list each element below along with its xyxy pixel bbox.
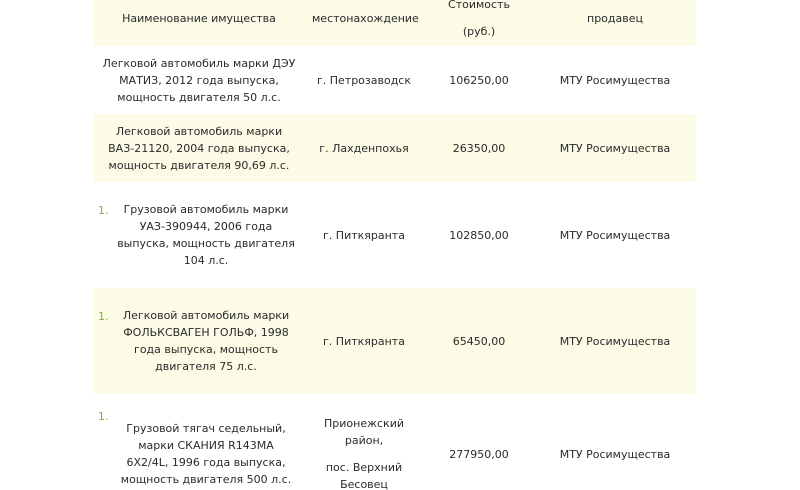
cell-seller: МТУ Росимущества — [559, 73, 671, 87]
item-number: 1. — [98, 204, 109, 217]
cell-name — [94, 288, 304, 394]
cell-seller: МТУ Росимущества — [534, 114, 696, 182]
location-line1: Прионежский район, — [324, 417, 404, 447]
header-price — [424, 0, 534, 46]
header-price-line1: Стоимость — [448, 0, 510, 11]
item-name: Легковой автомобиль марки ФОЛЬКСВАГЕН ГОЛЬФ, 1998 года выпуска, мощность двигателя 75 л.с. — [122, 309, 290, 373]
header-seller: продавец — [534, 0, 696, 46]
cell-location: г. Питкяранта — [304, 288, 424, 394]
cell-price: 65450,00 — [424, 288, 534, 394]
cell-seller: МТУ Росимущества — [559, 447, 671, 461]
cell-seller: МТУ Росимущества — [534, 288, 696, 394]
header-name: Наименование имущества — [94, 0, 304, 46]
cell-name — [94, 114, 304, 182]
header-price-line2: (руб.) — [462, 25, 496, 38]
cell-name — [94, 46, 304, 114]
table-row — [94, 288, 696, 394]
item-name: Грузовой тягач седельный, марки СКАНИЯ R143MA 6X2/4L, 1996 года выпуска, мощность двигателя 500 л.с. — [120, 422, 292, 486]
cell-price: 277950,00 — [449, 447, 509, 461]
table-row — [94, 46, 696, 114]
table-row — [94, 394, 696, 490]
cell-price: 26350,00 — [424, 114, 534, 182]
item-name: Легковой автомобиль марки ДЭУ МАТИЗ, 2012 года выпуска, мощность двигателя 50 л.с. — [102, 56, 296, 104]
cell-location: г. Лахденпохья — [304, 114, 424, 182]
cell-price: 106250,00 — [449, 73, 509, 87]
item-name: Легковой автомобиль марки ВАЗ-21120, 2004 года выпуска, мощность двигателя 90,69 л.с. — [108, 124, 290, 172]
cell-name — [94, 182, 304, 288]
cell-location: г. Петрозаводск — [316, 73, 412, 87]
cell-location: г. Питкяранта — [323, 228, 405, 242]
table-header-row — [94, 0, 696, 46]
table-row — [94, 182, 696, 288]
header-location: местонахождение — [304, 0, 424, 46]
cell-price: 102850,00 — [449, 228, 509, 242]
item-number: 1. — [98, 410, 109, 423]
item-name: Грузовой автомобиль марки УАЗ-390944, 2006 года выпуска, мощность двигателя 104 л.с. — [117, 203, 295, 267]
cell-seller: МТУ Росимущества — [559, 228, 671, 242]
cell-location — [304, 394, 424, 490]
location-line2: пос. Верхний Бесовец — [325, 461, 403, 490]
cell-name — [94, 394, 304, 490]
table-row — [94, 114, 696, 182]
item-number: 1. — [98, 310, 109, 323]
property-table — [94, 0, 696, 490]
